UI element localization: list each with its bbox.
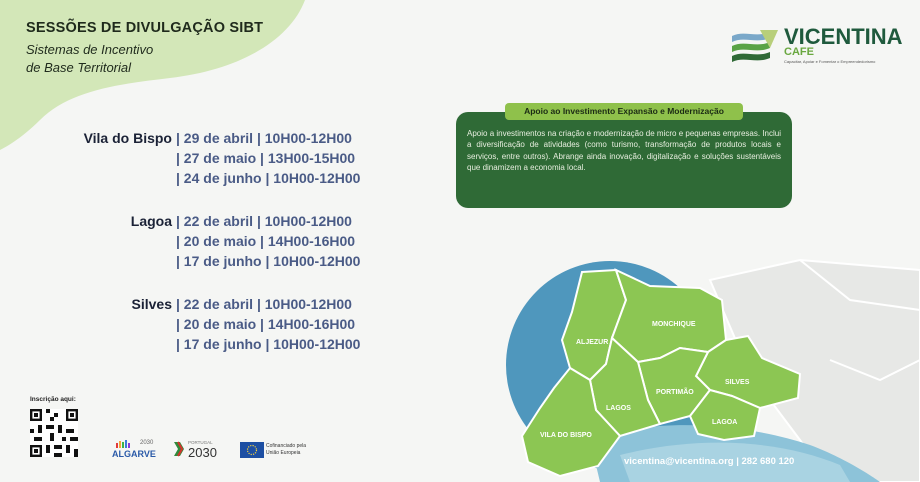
portugal-2030-number: 2030 — [188, 445, 217, 460]
map-label-portimao: PORTIMÃO — [656, 389, 694, 396]
eu-line2: União Europeia — [266, 450, 301, 456]
portugal-2030-logo — [172, 438, 228, 462]
qr-code-icon[interactable] — [30, 408, 78, 458]
schedule-date: | 24 de junho | 10H00-12H00 — [176, 170, 361, 186]
eu-cofinancing-logo — [240, 442, 320, 460]
page-title: SESSÕES DE DIVULGAÇÃO SIBT — [26, 20, 264, 36]
vicentina-logo-icon — [730, 28, 780, 70]
map-label-vila-do-bispo: VILA DO BISPO — [540, 432, 592, 439]
schedule-date: | 20 de maio | 14H00-16H00 — [176, 233, 356, 249]
brand-name: VICENTINA — [784, 24, 903, 49]
map-label-aljezur: ALJEZUR — [576, 339, 609, 346]
map-label-lagoa: LAGOA — [712, 419, 738, 426]
algarve-2030-name: ALGARVE — [112, 449, 156, 459]
schedule-date: | 29 de abril | 10H00-12H00 — [176, 130, 352, 146]
brand-tagline: Capacitar, Apoiar e Fomentar o Empreendedorismo — [784, 59, 876, 64]
portugal-2030-icon — [172, 440, 186, 458]
schedule-city: Lagoa — [130, 213, 172, 229]
info-box-tag: Apoio ao Investimento Expansão e Modernização — [505, 103, 743, 120]
map-label-silves: SILVES — [725, 379, 750, 386]
vicentina-logo — [730, 24, 903, 72]
contact-info[interactable]: vicentina@vicentina.org | 282 680 120 — [624, 456, 795, 467]
map-label-monchique: MONCHIQUE — [652, 321, 696, 328]
schedule-date: | 17 de junho | 10H00-12H00 — [176, 336, 361, 352]
schedule-date: | 22 de abril | 10H00-12H00 — [176, 296, 352, 312]
page-subtitle-line1: Sistemas de Incentivo — [26, 42, 154, 57]
brand-sub: CAFE — [784, 46, 814, 58]
info-box-text: Apoio a investimentos na criação e modernização de micro e pequenas empresas. Inclui a diversificação de atividades (como turismo, transformação de produtos locais e serviços, entre outros). Abrange ainda inovação, digitalização e soluções sustentáveis que dinamizem a economia local. — [467, 129, 781, 173]
algarve-bars-icon — [116, 440, 142, 448]
schedule-date: | 27 de maio | 13H00-15H00 — [176, 150, 356, 166]
map-label-lagos: LAGOS — [606, 405, 631, 412]
algarve-2030-year: 2030 — [140, 440, 154, 446]
eu-line1: Cofinanciado pela — [266, 443, 307, 449]
portugal-2030-top: PORTUGAL — [188, 440, 213, 445]
schedule-date: | 17 de junho | 10H00-12H00 — [176, 253, 361, 269]
schedule-date: | 22 de abril | 10H00-12H00 — [176, 213, 352, 229]
registration-label: Inscrição aqui: — [30, 396, 76, 403]
algarve-2030-logo — [112, 440, 160, 460]
schedule-city: Vila do Bispo — [83, 130, 172, 146]
schedule-city: Silves — [131, 296, 172, 312]
algarve-map — [500, 240, 920, 482]
page-subtitle-line2: de Base Territorial — [26, 60, 132, 75]
schedule-date: | 20 de maio | 14H00-16H00 — [176, 316, 356, 332]
eu-flag-icon — [240, 442, 264, 458]
